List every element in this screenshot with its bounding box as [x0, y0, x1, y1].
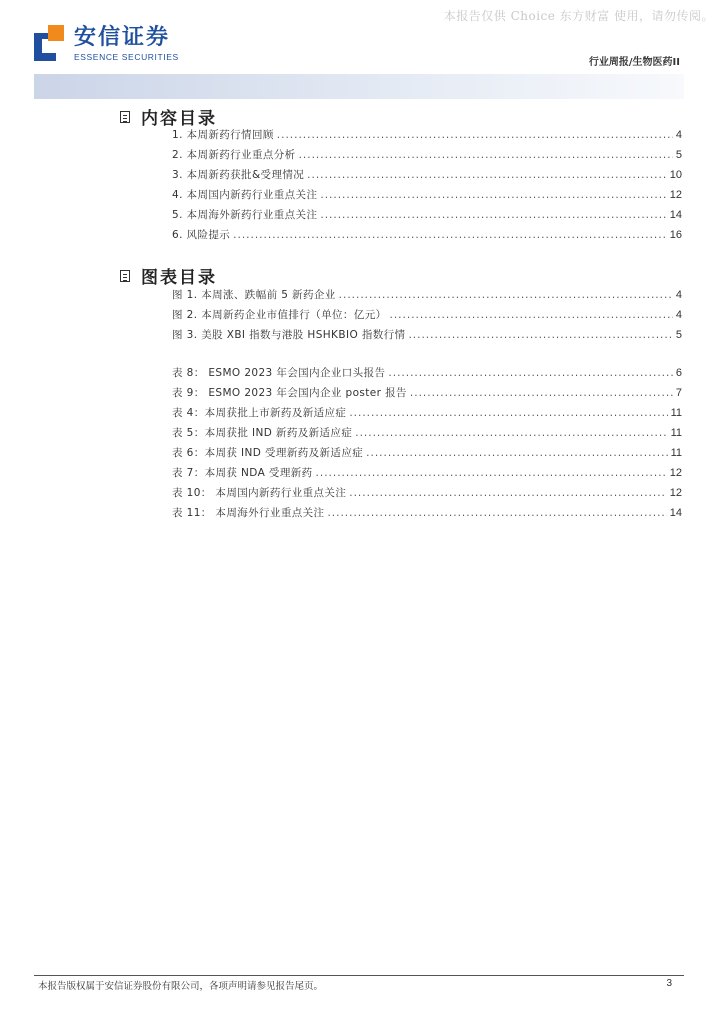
- table-entry[interactable]: [172, 425, 682, 445]
- table-entry-label: 表 7：本周获 NDA 受理新药: [172, 467, 313, 479]
- figure-entry-label: 图 3. 美股 XBI 指数与港股 HSHKBIO 指数行情: [172, 329, 406, 341]
- leader-dots: [320, 189, 666, 201]
- leader-dots: [349, 407, 667, 419]
- table-entry-page: 11: [670, 407, 682, 419]
- report-category: 行业周报/生物医药II: [588, 57, 680, 68]
- contents-heading: [120, 104, 217, 129]
- leader-dots: [355, 427, 667, 439]
- table-entry-page: 14: [669, 507, 682, 519]
- table-entry-label: 表 11： 本周海外行业重点关注: [172, 507, 325, 519]
- table-entry-label: 表 9： ESMO 2023 年会国内企业 poster 报告: [172, 387, 407, 399]
- table-entry-page: 7: [675, 387, 682, 399]
- table-entry-label: 表 5：本周获批 IND 新药及新适应症: [172, 427, 353, 439]
- leader-dots: [388, 367, 672, 379]
- leader-dots: [320, 209, 666, 221]
- figure-entry-label: 图 1. 本周涨、跌幅前 5 新药企业: [172, 289, 336, 301]
- toc-entry-label: 6. 风险提示: [172, 229, 231, 241]
- table-entry[interactable]: [172, 405, 682, 425]
- toc-entry[interactable]: [172, 227, 682, 247]
- figures-title: 图表目录: [141, 268, 217, 288]
- table-entry-page: 6: [675, 367, 682, 379]
- toc-entry-label: 4. 本周国内新药行业重点关注: [172, 189, 318, 201]
- table-entry-label: 表 10： 本周国内新药行业重点关注: [172, 487, 347, 499]
- leader-dots: [277, 129, 673, 141]
- table-entry[interactable]: [172, 445, 682, 465]
- table-entry-page: 12: [669, 467, 682, 479]
- leader-dots: [410, 387, 673, 399]
- table-entry-page: 11: [670, 427, 682, 439]
- table-entry[interactable]: [172, 485, 682, 505]
- toc-entry-page: 16: [669, 229, 682, 241]
- footer-disclaimer: 本报告版权属于安信证券股份有限公司，各项声明请参见报告尾页。: [38, 981, 324, 992]
- toc-entry-label: 5. 本周海外新药行业重点关注: [172, 209, 318, 221]
- toc-entry-page: 4: [675, 129, 682, 141]
- leader-dots: [316, 467, 667, 479]
- table-entry-label: 表 6：本周获 IND 受理新药及新适应症: [172, 447, 364, 459]
- toc-entry[interactable]: [172, 127, 682, 147]
- table-entry[interactable]: [172, 385, 682, 405]
- figure-entry[interactable]: [172, 327, 682, 347]
- toc-entry-page: 5: [675, 149, 682, 161]
- company-logo: [34, 25, 179, 62]
- leader-dots: [408, 329, 672, 341]
- table-list: [172, 365, 682, 525]
- figure-entry-label: 图 2. 本周新药企业市值排行（单位：亿元）: [172, 309, 387, 321]
- figures-heading: [120, 263, 217, 288]
- header-band: [34, 74, 684, 99]
- chart-list: [172, 287, 682, 347]
- document-icon: [120, 270, 130, 282]
- leader-dots: [390, 309, 673, 321]
- leader-dots: [327, 507, 666, 519]
- table-entry[interactable]: [172, 505, 682, 525]
- document-icon: [120, 111, 130, 123]
- leader-dots: [339, 289, 673, 301]
- leader-dots: [299, 149, 673, 161]
- logo-mark-icon: [34, 25, 66, 61]
- toc-entry-page: 14: [669, 209, 682, 221]
- toc-entry[interactable]: [172, 207, 682, 227]
- leader-dots: [307, 169, 667, 181]
- toc-entry[interactable]: [172, 187, 682, 207]
- toc-entry-label: 2. 本周新药行业重点分析: [172, 149, 296, 161]
- toc-entry-label: 3. 本周新药获批&受理情况: [172, 169, 305, 181]
- table-entry-page: 11: [670, 447, 682, 459]
- contents-title: 内容目录: [141, 109, 217, 129]
- toc-entry[interactable]: [172, 147, 682, 167]
- table-entry-page: 12: [669, 487, 682, 499]
- toc-entry[interactable]: [172, 167, 682, 187]
- leader-dots: [349, 487, 667, 499]
- page-number: 3: [666, 978, 672, 989]
- leader-dots: [366, 447, 667, 459]
- footer-divider: [34, 975, 684, 976]
- toc-entry-label: 1. 本周新药行情回顾: [172, 129, 274, 141]
- contents-list: [172, 127, 682, 247]
- figure-entry[interactable]: [172, 307, 682, 327]
- table-entry[interactable]: [172, 365, 682, 385]
- logo-name-cn: 安信证券: [74, 25, 171, 50]
- toc-entry-page: 12: [669, 189, 682, 201]
- toc-entry-page: 10: [669, 169, 682, 181]
- table-entry-label: 表 8： ESMO 2023 年会国内企业口头报告: [172, 367, 386, 379]
- watermark: 本报告仅供 Choice 东方财富 使用，请勿传阅。: [443, 9, 714, 23]
- logo-name-en: ESSENCE SECURITIES: [74, 52, 179, 62]
- figure-entry-page: 5: [675, 329, 682, 341]
- leader-dots: [233, 229, 667, 241]
- figure-entry-page: 4: [675, 289, 682, 301]
- figure-entry-page: 4: [675, 309, 682, 321]
- table-entry-label: 表 4：本周获批上市新药及新适应症: [172, 407, 347, 419]
- table-entry[interactable]: [172, 465, 682, 485]
- figure-entry[interactable]: [172, 287, 682, 307]
